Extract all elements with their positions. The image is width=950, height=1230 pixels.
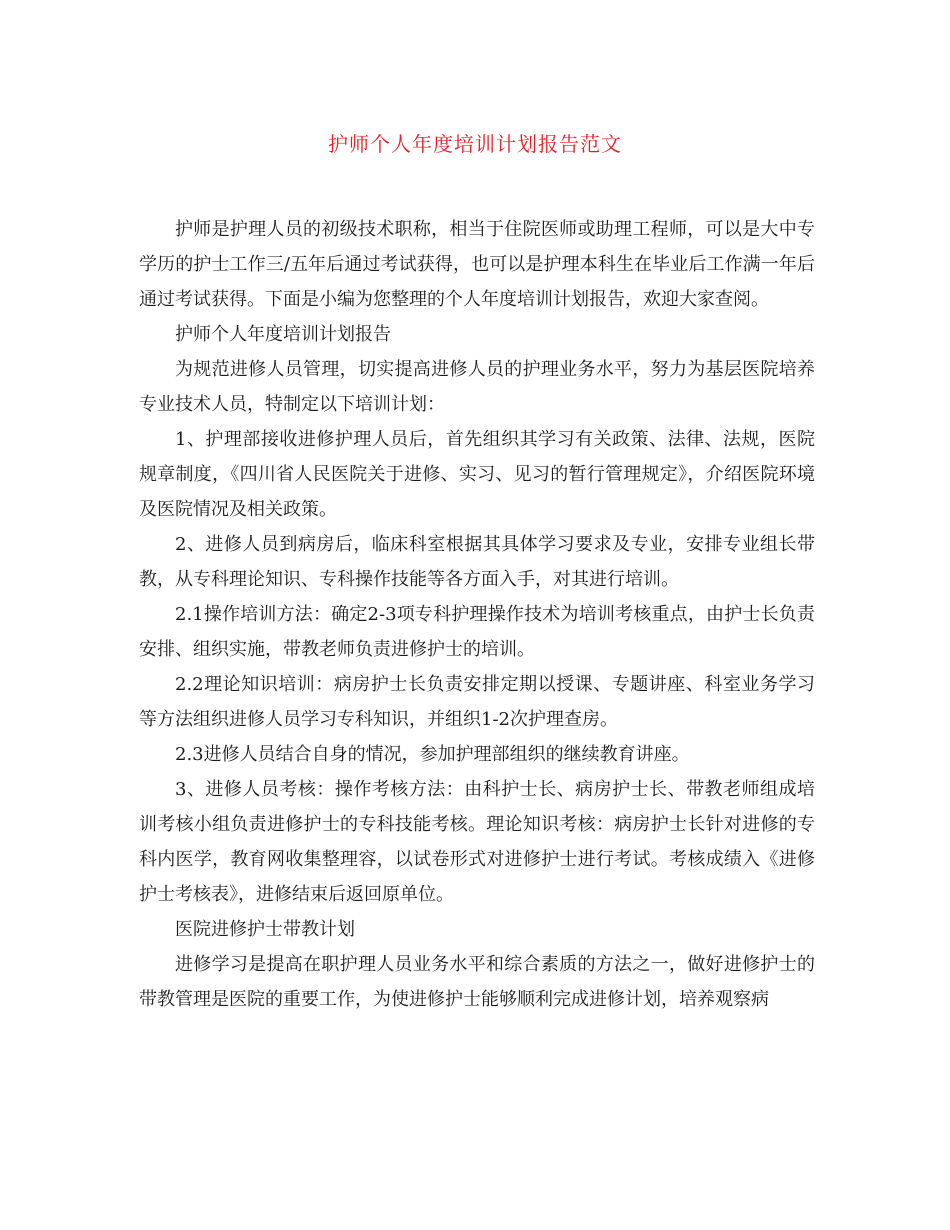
paragraph-intro: 护师是护理人员的初级技术职称，相当于住院医师或助理工程师，可以是大中专学历的护士工作三/五年后通过考试获得，也可以是护理本科生在毕业后工作满一年后通过考试获得。下面是小编为您整理的个人年度培训计划报告，欢迎大家查阅。 <box>139 219 815 310</box>
paragraph-item-2: 2、进修人员到病房后，临床科室根据其具体学习要求及专业，安排专业组长带教，从专科理论知识、专科操作技能等各方面入手，对其进行培训。 <box>139 534 815 590</box>
document-title: 护师个人年度培训计划报告范文 <box>328 132 622 156</box>
paragraph-item-2-1: 2.1操作培训方法：确定2-3项专科护理操作技术为培训考核重点，由护士长负责安排、组织实施，带教老师负责进修护士的培训。 <box>139 604 815 660</box>
paragraph-heading-teaching: 医院进修护士带教计划 <box>175 919 355 940</box>
paragraph-item-3: 3、进修人员考核：操作考核方法：由科护士长、病房护士长、带教老师组成培训考核小组负责进修护士的专科技能考核。理论知识考核：病房护士长针对进修的专科内医学，教育网收集整理容，以试卷形式对进修护士进行考试。考核成绩入《进修护士考核表》，进修结束后返回原单位。 <box>139 779 815 905</box>
paragraph-heading-plan: 护师个人年度培训计划报告 <box>175 324 391 345</box>
paragraph-purpose: 为规范进修人员管理，切实提高进修人员的护理业务水平，努力为基层医院培养专业技术人员，特制定以下培训计划： <box>139 359 815 415</box>
paragraph-item-1: 1、护理部接收进修护理人员后，首先组织其学习有关政策、法律、法规，医院规章制度，《四川省人民医院关于进修、实习、见习的暂行管理规定》，介绍医院环境及医院情况及相关政策。 <box>139 429 815 520</box>
paragraph-teaching-intro: 进修学习是提高在职护理人员业务水平和综合素质的方法之一，做好进修护士的带教管理是医院的重要工作，为使进修护士能够顺利完成进修计划，培养观察病 <box>139 954 815 1010</box>
paragraph-item-2-2: 2.2理论知识培训：病房护士长负责安排定期以授课、专题讲座、科室业务学习等方法组织进修人员学习专科知识，并组织1-2次护理查房。 <box>139 674 815 730</box>
document-body <box>139 212 815 1017</box>
paragraph-item-2-3: 2.3进修人员结合自身的情况，参加护理部组织的继续教育讲座。 <box>175 744 690 765</box>
